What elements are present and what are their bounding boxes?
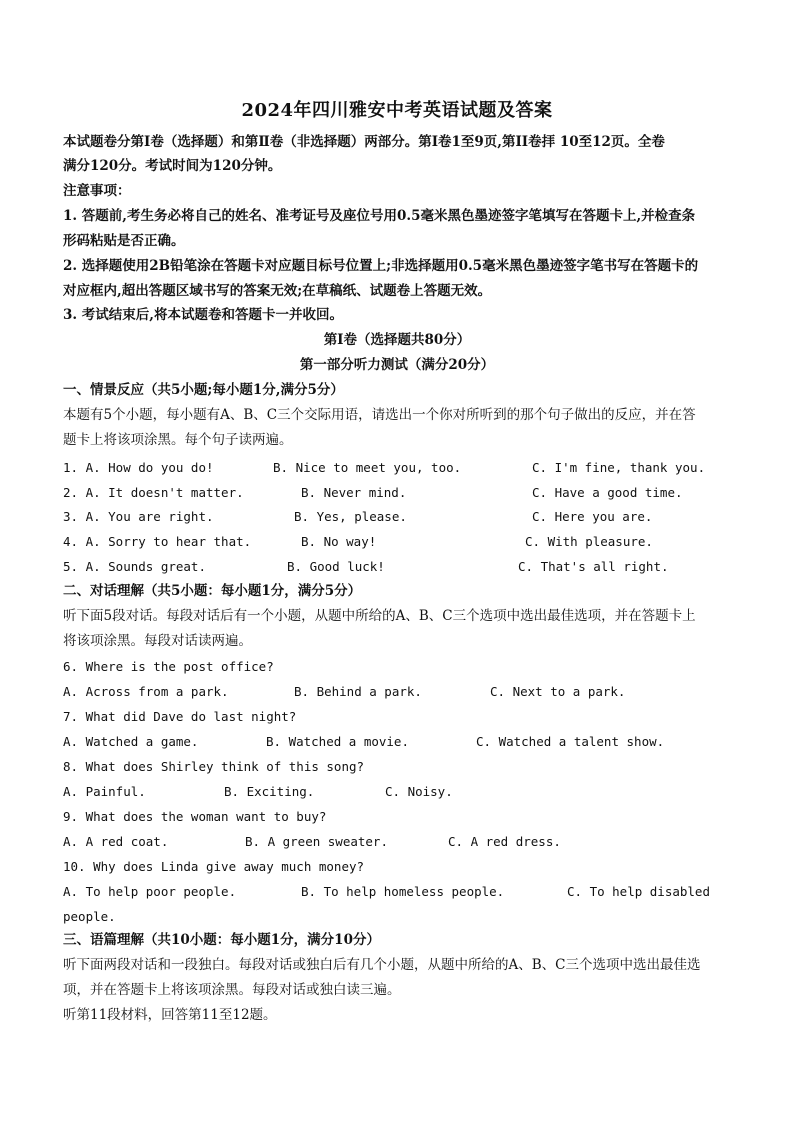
section-3-heading: 三、语篇理解（共10小题：每小题1分，满分10分） (63, 932, 380, 948)
q10-option-b: B. To help homeless people. (301, 884, 505, 899)
q3-option-c: C. Here you are. (532, 509, 653, 524)
q4-option-c: C. With pleasure. (525, 534, 653, 549)
volume-heading: 第Ⅰ卷（选择题共80分） (323, 332, 471, 348)
q7-option-b: B. Watched a movie. (266, 734, 409, 749)
q2-option-a: 2. A. It doesn't matter. (63, 485, 244, 500)
note-1-line-2: 形码粘贴是否正确。 (63, 233, 185, 249)
part-heading: 第一部分听力测试（满分20分） (299, 357, 495, 373)
note-1-line-1: 1. 答题前,考生务必将自己的姓名、准考证号及座位号用0.5毫米黑色墨迹签字笔填写在答题卡上,并检查条 (63, 208, 696, 224)
note-2-line-2: 对应框内,超出答题区域书写的答案无效;在草稿纸、试题卷上答题无效。 (63, 283, 492, 299)
section-2-desc-2: 将该项涂黑。每段对话读两遍。 (63, 633, 252, 649)
note-2-line-1: 2. 选择题使用2B铅笔涂在答题卡对应题目标号位置上;非选择题用0.5毫米黑色墨迹签字笔书写在答题卡的 (63, 258, 699, 274)
q3-option-a: 3. A. You are right. (63, 509, 214, 524)
intro-line-1: 本试题卷分第Ⅰ卷（选择题）和第Ⅱ卷（非选择题）两部分。第Ⅰ卷1至9页,第II卷拝 10至12页。全卷 (63, 134, 665, 150)
q9-stem: 9. What does the woman want to buy? (63, 809, 327, 824)
q5-option-c: C. That's all right. (518, 559, 669, 574)
q10-option-a: A. To help poor people. (63, 884, 237, 899)
q9-option-c: C. A red dress. (448, 834, 561, 849)
section-1-heading: 一、情景反应（共5小题;每小题1分,满分5分） (63, 382, 344, 398)
section-1-desc-2: 题卡上将该项涂黑。每个句子读两遍。 (63, 432, 293, 448)
q9-option-b: B. A green sweater. (245, 834, 388, 849)
section-3-material: 听第11段材料，回答第11至12题。 (63, 1007, 277, 1023)
q7-option-a: A. Watched a game. (63, 734, 199, 749)
section-2-heading: 二、对话理解（共5小题：每小题1分，满分5分） (63, 583, 362, 599)
q10-option-c-continued: people. (63, 909, 116, 924)
q10-option-c: C. To help disabled (567, 884, 710, 899)
q7-option-c: C. Watched a talent show. (476, 734, 665, 749)
q1-option-b: B. Nice to meet you, too. (273, 460, 462, 475)
q6-stem: 6. Where is the post office? (63, 659, 274, 674)
section-3-desc-1: 听下面两段对话和一段独白。每段对话或独白后有几个小题，从题中所给的A、B、C三个选项中选出最佳选 (63, 957, 701, 973)
q5-option-b: B. Good luck! (287, 559, 385, 574)
q8-option-c: C. Noisy. (385, 784, 453, 799)
section-3-desc-2: 项，并在答题卡上将该项涂黑。每段对话或独白读三遍。 (63, 982, 401, 998)
notes-heading: 注意事项： (63, 183, 131, 199)
q7-stem: 7. What did Dave do last night? (63, 709, 297, 724)
q8-option-b: B. Exciting. (224, 784, 315, 799)
intro-line-2: 满分120分。考试时间为120分钟。 (63, 158, 282, 174)
q8-option-a: A. Painful. (63, 784, 146, 799)
note-3: 3. 考试结束后,将本试题卷和答题卡一并收回。 (63, 307, 343, 323)
q10-stem: 10. Why does Linda give away much money? (63, 859, 365, 874)
q4-option-b: B. No way! (301, 534, 377, 549)
page-title: 2024年四川雅安中考英语试题及答案 (241, 100, 553, 121)
q4-option-a: 4. A. Sorry to hear that. (63, 534, 252, 549)
q1-option-a: 1. A. How do you do! (63, 460, 214, 475)
q5-option-a: 5. A. Sounds great. (63, 559, 206, 574)
q6-option-b: B. Behind a park. (294, 684, 422, 699)
q8-stem: 8. What does Shirley think of this song? (63, 759, 365, 774)
section-1-desc-1: 本题有5个小题，每小题有A、B、C三个交际用语，请选出一个你对所听到的那个句子做出的反应，并在答 (63, 407, 696, 423)
q6-option-c: C. Next to a park. (490, 684, 626, 699)
section-2-desc-1: 听下面5段对话。每段对话后有一个小题，从题中所给的A、B、C三个选项中选出最佳选项，并在答题卡上 (63, 608, 696, 624)
q3-option-b: B. Yes, please. (294, 509, 407, 524)
q1-option-c: C. I'm fine, thank you. (532, 460, 706, 475)
q9-option-a: A. A red coat. (63, 834, 169, 849)
q2-option-b: B. Never mind. (301, 485, 407, 500)
q2-option-c: C. Have a good time. (532, 485, 683, 500)
q6-option-a: A. Across from a park. (63, 684, 229, 699)
